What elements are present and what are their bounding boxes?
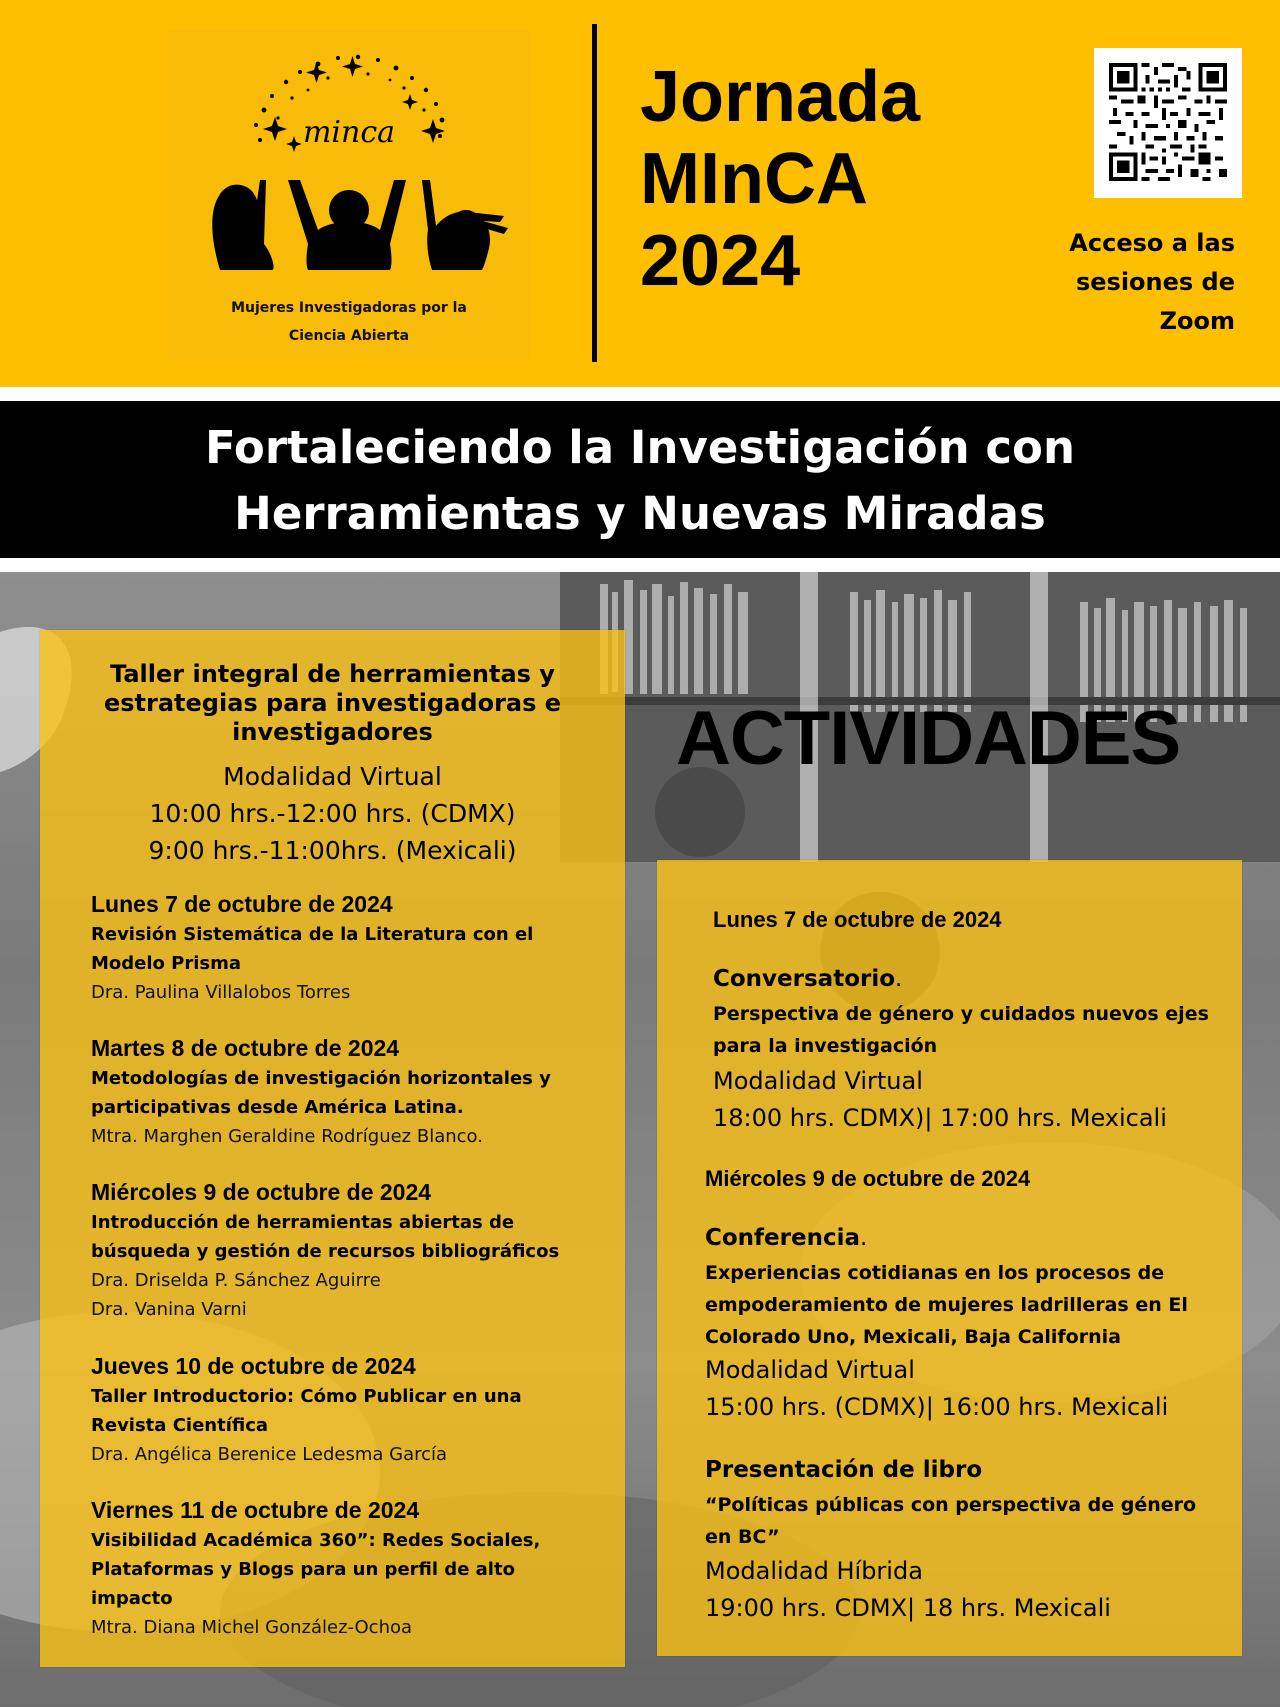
activity-desc-line: en BC” [705, 1526, 780, 1548]
session-speaker: Dra. Vanina Varni [91, 1299, 247, 1320]
workshop-schedule-mexicali: 9:00 hrs.-11:00hrs. (Mexicali) [148, 836, 517, 865]
session-title-line: Revisión Sistemática de la Literatura con el [91, 924, 534, 945]
theme-title-line1: Fortaleciendo la Investigación con [204, 421, 1076, 474]
activity-kind-libro: Presentación de libro [705, 1457, 983, 1483]
theme-banner [0, 401, 1280, 558]
activities-heading: ACTIVIDADES [676, 696, 1181, 781]
session-speaker: Dra. Paulina Villalobos Torres [91, 982, 351, 1003]
activity-modality: Modalidad Híbrida [705, 1557, 923, 1585]
session-title-line: Plataformas y Blogs para un perfil de alto [91, 1559, 515, 1580]
header-divider [592, 24, 597, 362]
logo-subtitle-line1: Mujeres Investigadoras por la [231, 300, 467, 316]
event-title-line1: Jornada [640, 57, 921, 137]
session-speaker: Dra. Angélica Berenice Ledesma García [91, 1444, 448, 1465]
session-title-line: Taller Introductorio: Cómo Publicar en una [91, 1386, 522, 1407]
activity-kind-conversatorio: Conversatorio. [713, 966, 903, 992]
logo-subtitle-line2: Ciencia Abierta [288, 328, 410, 344]
session-title-line: Modelo Prisma [91, 953, 242, 974]
qr-code-icon [1109, 63, 1227, 181]
activity-kind-conferencia: Conferencia. [705, 1225, 868, 1251]
session-title-line: Metodologías de investigación horizontales y [91, 1068, 551, 1089]
activity-day: Lunes 7 de octubre de 2024 [713, 907, 1002, 932]
session-title-line: Revista Científica [91, 1415, 269, 1436]
session-speaker: Dra. Driselda P. Sánchez Aguirre [91, 1270, 381, 1291]
session-day: Miércoles 9 de octubre de 2024 [91, 1179, 432, 1205]
activity-schedule: 18:00 hrs. CDMX)| 17:00 hrs. Mexicali [713, 1104, 1167, 1132]
theme-title-line2: Herramientas y Nuevas Miradas [234, 487, 1046, 540]
workshop-heading-line1: Taller integral de herramientas y [110, 660, 555, 688]
activity-desc-line: Perspectiva de género y cuidados nuevos ejes [713, 1003, 1209, 1025]
activity-desc-line: “Políticas públicas con perspectiva de género [705, 1494, 1197, 1516]
activity-schedule: 19:00 hrs. CDMX| 18 hrs. Mexicali [705, 1594, 1111, 1622]
activity-desc-line: para la investigación [713, 1035, 938, 1057]
activity-modality: Modalidad Virtual [713, 1067, 923, 1095]
event-title-line3: 2024 [640, 221, 801, 301]
event-title-line2: MInCA [640, 139, 868, 219]
activities-card [657, 860, 1242, 1656]
session-title-line: impacto [91, 1588, 173, 1609]
activity-modality: Modalidad Virtual [705, 1356, 915, 1384]
header [0, 0, 1280, 387]
minca-logo [168, 30, 530, 360]
zoom-access-label [1040, 224, 1235, 341]
session-title-line: Introducción de herramientas abiertas de [91, 1212, 515, 1233]
session-speaker: Mtra. Diana Michel González-Ochoa [91, 1617, 413, 1638]
workshop-card [40, 630, 625, 1667]
workshop-modality: Modalidad Virtual [223, 762, 442, 791]
session-title-line: participativas desde América Latina. [91, 1097, 464, 1118]
activity-desc-line: Colorado Uno, Mexicali, Baja California [705, 1326, 1121, 1348]
workshop-heading-line3: investigadores [232, 718, 433, 746]
activity-schedule: 15:00 hrs. (CDMX)| 16:00 hrs. Mexicali [705, 1393, 1169, 1421]
theme-title [0, 415, 1280, 547]
session-day: Jueves 10 de octubre de 2024 [91, 1353, 416, 1379]
zoom-access-line2: sesiones de [1075, 268, 1235, 296]
workshop-heading-line2: estrategias para investigadoras e [103, 689, 562, 717]
activity-desc-line: empoderamiento de mujeres ladrilleras en El [705, 1294, 1188, 1316]
zoom-access-line3: Zoom [1159, 307, 1235, 335]
logo-wordmark: minca [302, 115, 396, 150]
activity-day: Miércoles 9 de octubre de 2024 [705, 1166, 1031, 1191]
session-day: Viernes 11 de octubre de 2024 [91, 1497, 420, 1523]
session-title-line: búsqueda y gestión de recursos bibliográficos [91, 1241, 560, 1262]
session-day: Lunes 7 de octubre de 2024 [91, 891, 393, 917]
event-title [640, 56, 1020, 302]
qr-code[interactable] [1094, 48, 1242, 198]
session-title-line: Visibilidad Académica 360”: Redes Sociales, [91, 1530, 541, 1551]
zoom-access-line1: Acceso a las [1069, 229, 1235, 257]
workshop-schedule-cdmx: 10:00 hrs.-12:00 hrs. (CDMX) [149, 799, 516, 828]
activity-desc-line: Experiencias cotidianas en los procesos de [705, 1262, 1165, 1284]
session-speaker: Mtra. Marghen Geraldine Rodríguez Blanco. [91, 1126, 483, 1147]
session-day: Martes 8 de octubre de 2024 [91, 1035, 400, 1061]
